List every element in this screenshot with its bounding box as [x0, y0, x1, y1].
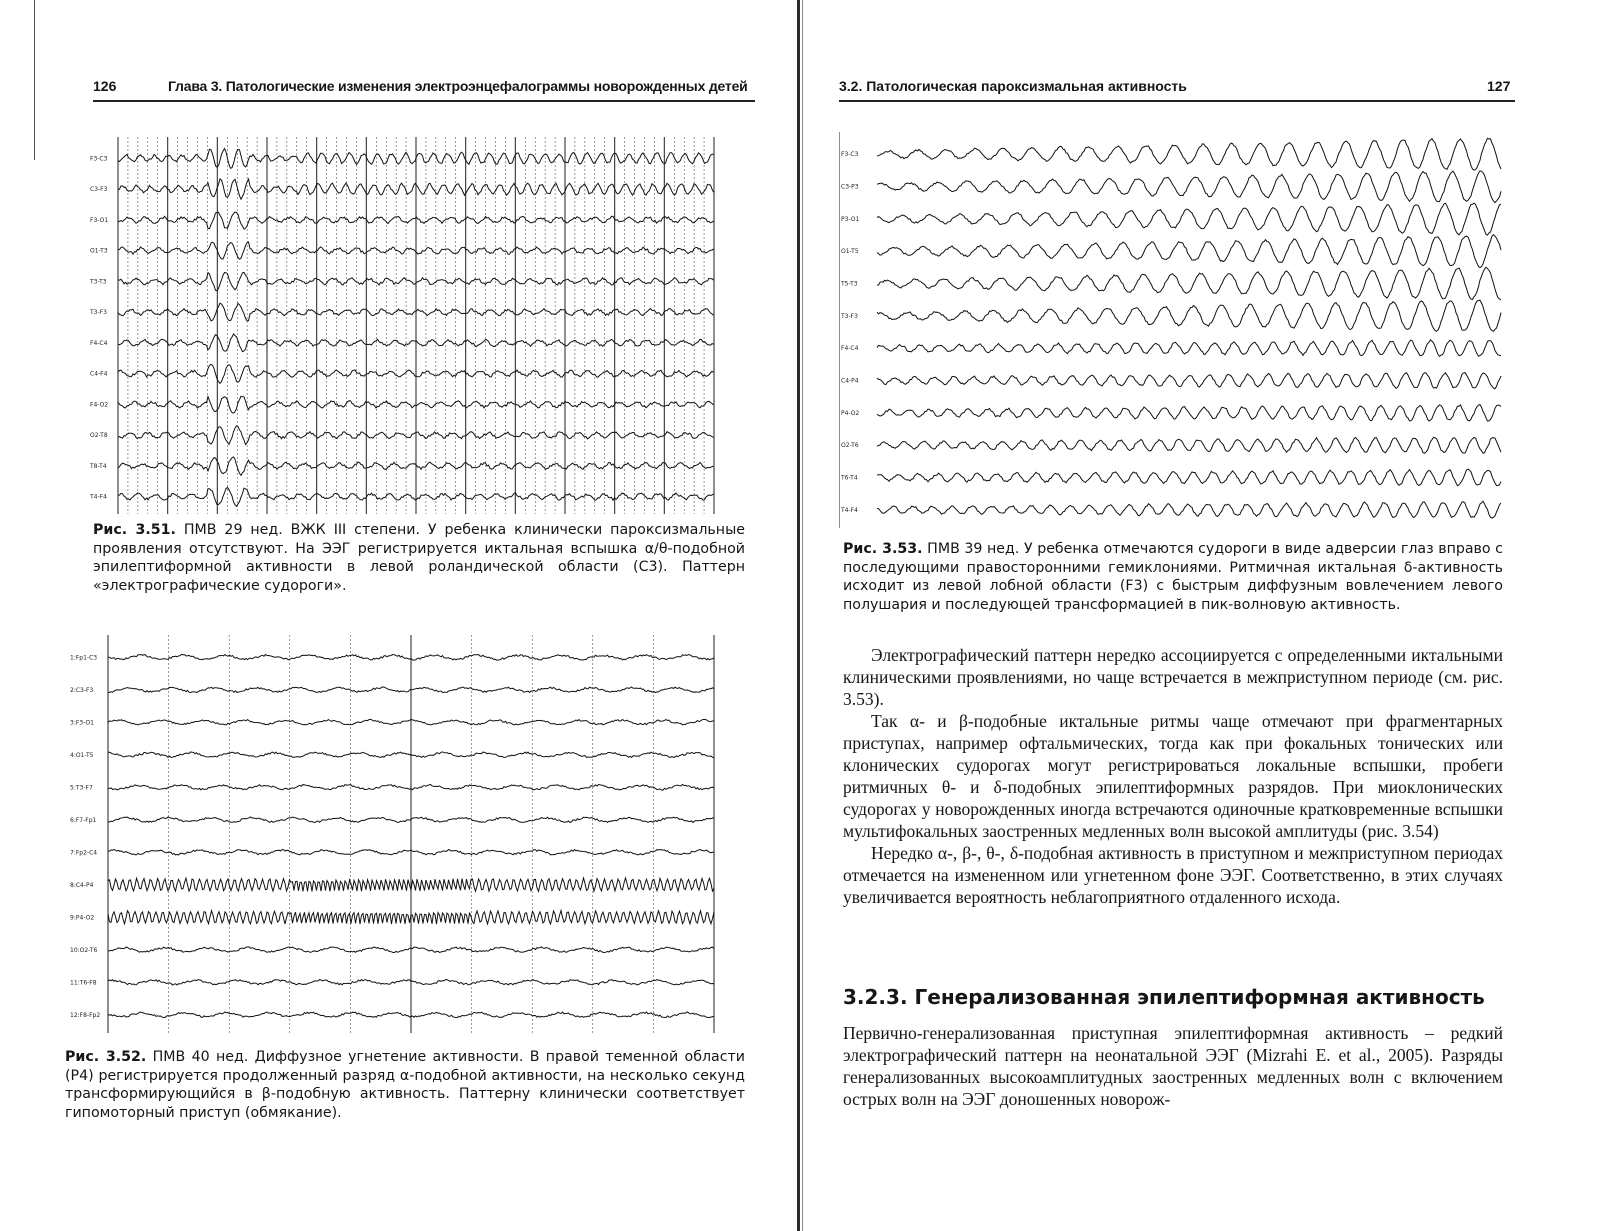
channel-label: 7:Fp2-C4 — [70, 849, 98, 857]
eeg-trace — [877, 469, 1501, 486]
channel-label: 11:T6-F8 — [70, 979, 97, 987]
caption-text: ПМВ 29 нед. ВЖК III степени. У ребенка клинически пароксизмальные проявления отсутствуют. На ЭЭГ регистрируется иктальная вспышка α/θ-подобной эпилептиформной активности в левой роландической области (C3). Паттерн «электрографические судороги». — [93, 522, 745, 594]
eeg-trace-plot — [88, 125, 718, 518]
eeg-trace — [877, 235, 1501, 268]
channel-label: 8:C4-P4 — [70, 881, 94, 889]
channel-label: C3-P3 — [841, 183, 859, 191]
eeg-trace — [877, 373, 1501, 389]
channel-label: C4-P4 — [841, 377, 859, 385]
channel-label: F4-C4 — [90, 339, 108, 347]
eeg-trace — [877, 501, 1501, 518]
channel-label: F4-C4 — [841, 345, 859, 353]
eeg-figure-3-52 — [68, 625, 718, 1037]
channel-label: 6:F7-Fp1 — [70, 816, 97, 824]
paragraph: Так α- и β-подобные иктальные ритмы чаще отмечают при фрагментарных приступах, например офтальмических, тогда как при фокальных тонических или клонических судорогах могут регистрироваться локальные вспышки, пробеги ритмичных θ- и δ-подобных эпилептиформных разрядов. При миоклонических судорогах у новорожденных иногда встречаются одиночные кратковременные вспышки мультифокальных заостренных медленных волн высокой амплитуды (рис. 3.54) — [843, 711, 1503, 841]
figure-caption — [65, 1048, 745, 1122]
caption-label: Рис. 3.52. — [65, 1049, 147, 1065]
channel-label: T5-T3 — [841, 280, 858, 288]
running-header: 3.2. Патологическая пароксизмальная активность — [839, 78, 1187, 94]
section-heading: 3.2.3. Генерализованная эпилептиформная активность — [843, 985, 1485, 1009]
eeg-trace-plot — [839, 122, 1505, 532]
caption-label: Рис. 3.53. — [843, 541, 923, 557]
channel-label: 2:C3-F3 — [70, 686, 94, 694]
eeg-trace — [877, 300, 1501, 331]
channel-label: C3-F3 — [90, 186, 108, 194]
channel-label: 5:T3-F7 — [70, 784, 93, 792]
paragraph: Нередко α-, β-, θ-, δ-подобная активность в приступном и межприступном периодах отмечается на измененном или угнетенном фоне ЭЭГ. Соответственно, в этих случаях увеличивается вероятность неблагоприятного отдаленного исхода. — [843, 843, 1503, 907]
channel-label: T8-T4 — [90, 462, 107, 470]
channel-label: F3-O1 — [90, 216, 109, 224]
channel-label: T3-T3 — [90, 278, 107, 286]
channel-label: T4-F4 — [90, 493, 107, 501]
eeg-figure-3-53 — [839, 122, 1505, 532]
caption-label: Рис. 3.51. — [93, 522, 176, 538]
right-page — [803, 0, 1600, 1231]
channel-label: T3-F3 — [90, 309, 107, 317]
body-text — [843, 644, 1503, 908]
channel-label: O2-T6 — [841, 442, 859, 450]
eeg-trace-plot — [68, 625, 718, 1037]
channel-label: P4-O2 — [841, 409, 860, 417]
book-spine — [797, 0, 800, 1231]
paragraph: Электрографический паттерн нередко ассоциируется с определенными иктальными клиническими проявлениями, но чаще встречается в межприступном периоде (см. рис. 3.53). — [843, 645, 1503, 709]
channel-label: T6-T4 — [841, 474, 858, 482]
eeg-trace — [877, 405, 1501, 422]
paragraph: Первично-генерализованная приступная эпилептиформная активность – редкий электрографический паттерн на неонатальной ЭЭГ (Mizrahi E. et al., 2005). Разряды генерализованных высокоамплитудных заостренных медленных волн с включением острых волн на ЭЭГ доношенных новорож- — [843, 1023, 1503, 1109]
channel-label: 4:O1-T5 — [70, 751, 94, 759]
channel-label: T3-F3 — [841, 312, 858, 320]
channel-label: F4-O2 — [90, 401, 109, 409]
figure-caption — [843, 540, 1503, 614]
eeg-trace — [877, 171, 1501, 203]
caption-text: ПМВ 40 нед. Диффузное угнетение активности. В правой теменной области (P4) регистрируется продолженный разряд α-подобной активности, на несколько секунд трансформирующийся в β-подобную активность. Паттерну клинически соответствует гипомоторный приступ (обмякание). — [65, 1049, 745, 1121]
header-rule — [93, 100, 755, 102]
channel-label: O1-T5 — [841, 248, 859, 256]
eeg-trace — [877, 267, 1501, 299]
channel-label: 1:Fp1-C3 — [70, 654, 98, 662]
channel-label: 10:O2-T6 — [70, 946, 98, 954]
eeg-trace — [877, 437, 1501, 453]
eeg-figure-3-51 — [88, 125, 718, 518]
channel-label: F3-C3 — [90, 155, 108, 163]
section-body — [843, 1022, 1503, 1110]
channel-label: C4-F4 — [90, 370, 108, 378]
eeg-trace — [877, 340, 1501, 357]
eeg-trace — [877, 138, 1501, 170]
eeg-trace — [877, 203, 1501, 235]
channel-label: P3-O1 — [841, 215, 860, 223]
figure-caption — [93, 521, 745, 595]
channel-label: 12:F8-Fp2 — [70, 1011, 101, 1019]
header-rule — [839, 100, 1515, 102]
channel-label: T4-F4 — [841, 506, 858, 514]
running-header: Глава 3. Патологические изменения электроэнцефалограммы новорожденных детей — [168, 78, 748, 94]
page-number: 127 — [1487, 78, 1511, 94]
left-page — [0, 0, 797, 1231]
caption-text: ПМВ 39 нед. У ребенка отмечаются судороги в виде адверсии глаз вправо с последующими правосторонними гемиклониями. Ритмичная иктальная δ-активность исходит из левой лобной области (F3) с быстрым диффузным вовлечением левого полушария и последующей трансформацией в пик-волновую активность. — [843, 541, 1503, 613]
channel-label: O1-T3 — [90, 247, 108, 255]
channel-label: 3:F3-O1 — [70, 719, 94, 727]
channel-label: 9:P4-O2 — [70, 914, 95, 922]
channel-label: O2-T8 — [90, 432, 108, 440]
page-number: 126 — [93, 78, 117, 94]
channel-label: F3-C3 — [841, 151, 859, 159]
